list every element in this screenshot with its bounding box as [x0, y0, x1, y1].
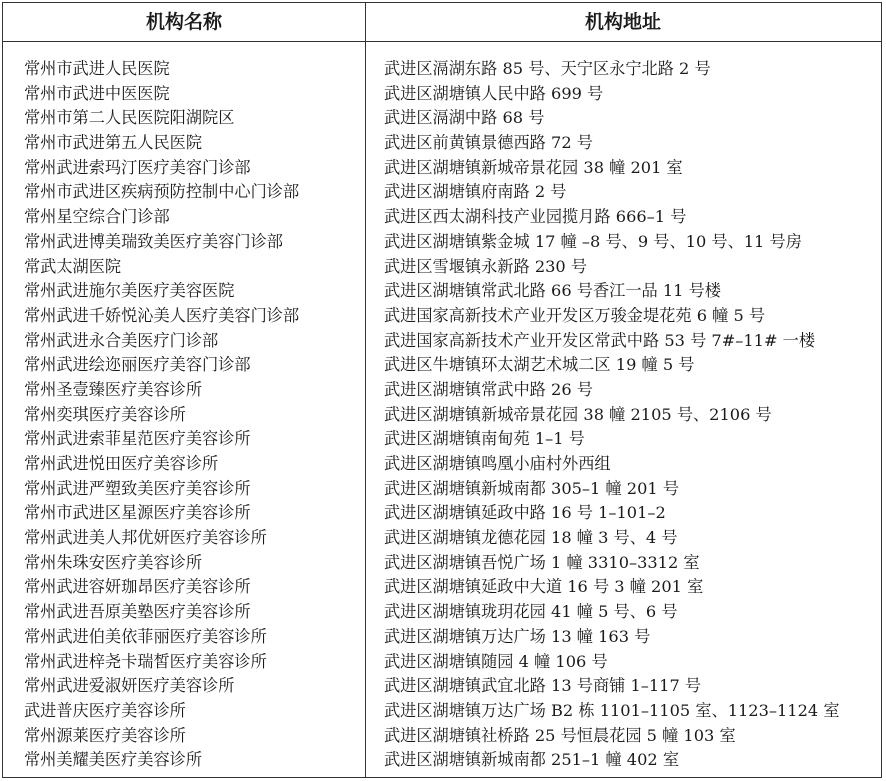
institution-name-cell: 常州武进爱淑妍医疗美容诊所	[24, 676, 235, 696]
institution-address-cell: 武进国家高新技术产业开发区万骏金堤花苑 6 幢 5 号	[384, 305, 766, 325]
institution-address-cell: 武进区湖塘镇龙德花园 18 幢 3 号、4 号	[384, 528, 678, 548]
table-row	[3, 501, 881, 526]
table-row	[3, 304, 881, 329]
table-row	[3, 255, 881, 280]
table-row	[3, 329, 881, 354]
institution-name-cell: 常州武进千娇悦沁美人医疗美容门诊部	[24, 305, 300, 325]
table-row	[3, 378, 881, 403]
table-row	[3, 57, 881, 82]
table-row	[3, 724, 881, 749]
institution-name-cell: 常州武进容妍珈昂医疗美容诊所	[24, 577, 251, 597]
table-row	[3, 477, 881, 502]
table-row	[3, 625, 881, 650]
institution-address-cell: 武进区湖塘镇武宜北路 13 号商铺 1–117 号	[384, 676, 702, 696]
table-row	[3, 230, 881, 255]
institution-name-cell: 常州武进美人邦优妍医疗美容诊所	[24, 528, 267, 548]
institution-name-cell: 常州武进伯美依菲丽医疗美容诊所	[24, 626, 267, 646]
institution-name-cell: 常州市第二人民医院阳湖院区	[24, 108, 235, 128]
institution-address-cell: 武进区滆湖东路 85 号、天宁区永宁北路 2 号	[384, 59, 711, 78]
institution-address-cell: 武进国家高新技术产业开发区常武中路 53 号 7#–11# 一楼	[384, 330, 816, 350]
institution-address-cell: 武进区湖塘镇万达广场 13 幢 163 号	[384, 626, 651, 646]
header-institution-address: 机构地址	[584, 11, 661, 33]
institution-address-cell: 武进区湖塘镇珑玥花园 41 幢 5 号、6 号	[384, 602, 678, 622]
institution-address-cell: 武进区前黄镇景德西路 72 号	[384, 133, 593, 153]
header-divider	[3, 41, 881, 42]
table-row	[3, 674, 881, 699]
institution-name-cell: 常州市武进人民医院	[24, 59, 170, 78]
institution-address-cell: 武进区湖塘镇府南路 2 号	[384, 182, 567, 202]
institution-name-cell: 常州武进梓尧卡瑞皙医疗美容诊所	[24, 651, 267, 671]
table-row	[3, 279, 881, 304]
table-row	[3, 427, 881, 452]
institution-name-cell: 常州市武进第五人民医院	[24, 133, 203, 153]
table-row	[3, 106, 881, 131]
institution-name-cell: 常州源莱医疗美容诊所	[24, 725, 186, 745]
table-row	[3, 353, 881, 378]
institution-name-cell: 常州武进严塑致美医疗美容诊所	[24, 478, 251, 498]
institution-address-cell: 武进区湖塘镇新城帝景花园 38 幢 201 室	[384, 157, 683, 177]
table-row	[3, 575, 881, 600]
institution-name-cell: 常州朱珠安医疗美容诊所	[24, 552, 203, 572]
institution-name-cell: 常州市武进中医医院	[24, 83, 170, 103]
institution-name-cell: 常州武进博美瑞致美医疗美容门诊部	[24, 231, 283, 251]
institution-address-cell: 武进区湖塘镇常武中路 26 号	[384, 379, 593, 399]
institution-name-cell: 常州武进索玛汀医疗美容门诊部	[24, 157, 251, 177]
institution-address-cell: 武进区湖塘镇万达广场 B2 栋 1101–1105 室、1123–1124 室	[384, 700, 840, 720]
table-row	[3, 551, 881, 576]
institution-address-cell: 武进区湖塘镇新城南都 305–1 幢 201 号	[384, 478, 680, 498]
table-row	[3, 403, 881, 428]
table-row	[3, 82, 881, 107]
institution-table	[2, 2, 882, 778]
institution-address-cell: 武进区湖塘镇鸣凰小庙村外西组	[384, 454, 611, 473]
institution-name-cell: 常州武进索菲星范医疗美容诊所	[24, 429, 251, 449]
institution-address-cell: 武进区湖塘镇延政中路 16 号 1–101–2	[384, 503, 666, 523]
institution-name-cell: 常州武进永合美医疗门诊部	[24, 330, 219, 350]
table-body	[3, 57, 881, 773]
institution-address-cell: 武进区湖塘镇社桥路 25 号恒晨花园 5 幢 103 室	[384, 725, 736, 745]
institution-address-cell: 武进区湖塘镇人民中路 699 号	[384, 83, 604, 103]
institution-name-cell: 常州星空综合门诊部	[24, 207, 170, 227]
institution-address-cell: 武进区雪堰镇永新路 230 号	[384, 256, 588, 276]
institution-name-cell: 常武太湖医院	[24, 256, 122, 276]
table-row	[3, 748, 881, 773]
institution-name-cell: 常州武进吾原美塾医疗美容诊所	[24, 602, 251, 622]
institution-name-cell: 常州武进施尔美医疗美容医院	[24, 281, 235, 301]
institution-name-cell: 常州奕琪医疗美容诊所	[24, 404, 186, 424]
institution-name-cell: 常州武进悦田医疗美容诊所	[24, 454, 219, 473]
institution-name-cell: 常州市武进区疾病预防控制中心门诊部	[24, 182, 300, 202]
institution-name-cell: 常州美耀美医疗美容诊所	[24, 750, 203, 770]
table-row	[3, 205, 881, 230]
institution-address-cell: 武进区湖塘镇南甸苑 1–1 号	[384, 429, 585, 449]
table-row	[3, 452, 881, 477]
institution-name-cell: 常州市武进区星源医疗美容诊所	[24, 503, 251, 523]
institution-address-cell: 武进区湖塘镇紫金城 17 幢 –8 号、9 号、10 号、11 号房	[384, 231, 802, 251]
institution-name-cell: 常州武进绘迩丽医疗美容门诊部	[24, 355, 251, 375]
header-institution-name: 机构名称	[145, 11, 222, 33]
table-row	[3, 650, 881, 675]
institution-address-cell: 武进区湖塘镇延政中大道 16 号 3 幢 201 室	[384, 577, 704, 597]
institution-address-cell: 武进区湖塘镇吾悦广场 1 幢 3310–3312 室	[384, 552, 700, 572]
table-row	[3, 526, 881, 551]
table-row	[3, 131, 881, 156]
institution-address-cell: 武进区滆湖中路 68 号	[384, 108, 545, 128]
institution-address-cell: 武进区湖塘镇新城帝景花园 38 幢 2105 号、2106 号	[384, 404, 772, 424]
institution-address-cell: 武进区牛塘镇环太湖艺术城二区 19 幢 5 号	[384, 355, 695, 375]
institution-name-cell: 武进普庆医疗美容诊所	[24, 700, 186, 720]
table-row	[3, 600, 881, 625]
institution-name-cell: 常州圣壹臻医疗美容诊所	[24, 379, 203, 399]
institution-address-cell: 武进区西太湖科技产业园揽月路 666–1 号	[384, 207, 687, 227]
table-row	[3, 699, 881, 724]
table-row	[3, 156, 881, 181]
institution-address-cell: 武进区湖塘镇新城南都 251–1 幢 402 室	[384, 750, 680, 770]
table-row	[3, 180, 881, 205]
institution-address-cell: 武进区湖塘镇常武北路 66 号香江一品 11 号楼	[384, 281, 721, 301]
institution-address-cell: 武进区湖塘镇随园 4 幢 106 号	[384, 651, 608, 671]
